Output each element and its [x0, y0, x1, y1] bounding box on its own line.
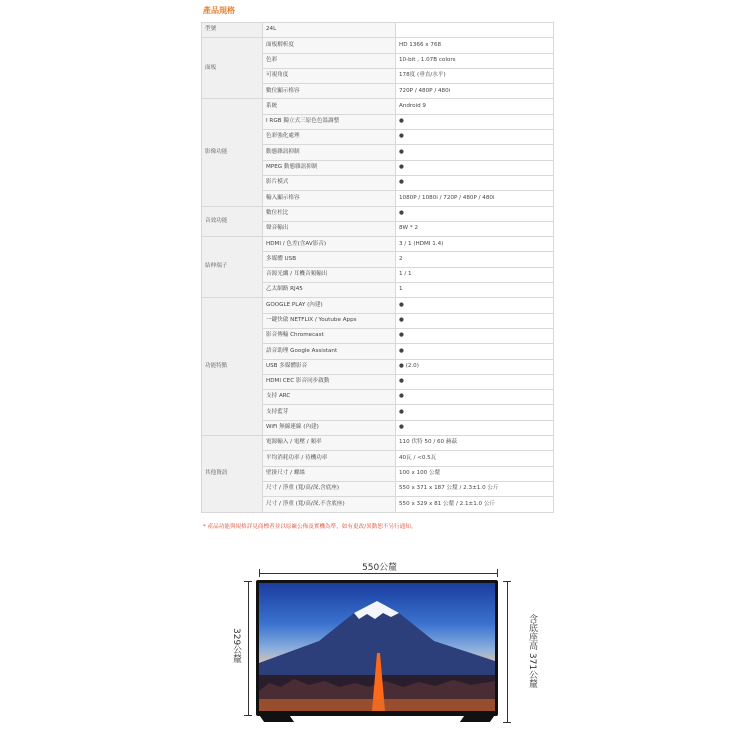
- footnote: * 產品功能與規格詳見商標者並以原廠公佈及實機為準，如有更改/異動恕不另行通知。: [203, 524, 417, 530]
- spec-label: 一鍵快啟 NETFLIX / Youtube Apps: [263, 313, 396, 328]
- spec-value: ●: [396, 313, 554, 328]
- spec-label: 面板解析度: [263, 38, 396, 53]
- spec-value: 100 x 100 公釐: [396, 466, 554, 481]
- spec-label: 音源光纖 / 耳機音頻輸出: [263, 267, 396, 282]
- height-dimension-line: [248, 581, 249, 715]
- spec-value: HD 1366 x 768: [396, 38, 554, 53]
- spec-label: 尺寸 / 淨重 (寬/高/深,含底座): [263, 481, 396, 496]
- width-dimension-line: [259, 573, 498, 574]
- width-dimension-cap-right: [497, 569, 498, 577]
- spec-label: 支持藍芽: [263, 405, 396, 420]
- spec-value: ●: [396, 160, 554, 175]
- height-dimension-label: 329公釐: [231, 628, 241, 664]
- spec-table: [201, 22, 554, 513]
- stand-height-dimension-line: [507, 581, 508, 722]
- spec-value: 8W * 2: [396, 221, 554, 236]
- stand-height-dimension-cap-top: [503, 581, 511, 582]
- spec-value: 1080P / 1080i / 720P / 480P / 480i: [396, 191, 554, 206]
- spec-label: 色彩: [263, 53, 396, 68]
- spec-label: 影片模式: [263, 175, 396, 190]
- spec-row: [202, 23, 554, 38]
- mountain-snowcap: [354, 601, 399, 619]
- spec-label: 色彩強化處理: [263, 130, 396, 145]
- spec-label: USB 多媒體影音: [263, 359, 396, 374]
- tv-stand-left: [260, 716, 294, 722]
- spec-label: 影音傳輸 Chromecast: [263, 328, 396, 343]
- spec-label: 語音助理 Google Assistant: [263, 344, 396, 359]
- spec-value: ●: [396, 130, 554, 145]
- width-dimension-cap-left: [259, 569, 260, 577]
- spec-value: 178度 (垂直/水平): [396, 68, 554, 83]
- spec-label: WiFi 無線連線 (內建): [263, 420, 396, 435]
- width-dimension-label: 550公釐: [362, 563, 398, 573]
- spec-label: GOOGLE PLAY (內建): [263, 298, 396, 313]
- spec-category: 音效功能: [202, 206, 263, 237]
- stand-height-dimension-cap-bottom: [503, 722, 511, 723]
- spec-value: ●: [396, 298, 554, 313]
- spec-label: 24L: [263, 23, 396, 38]
- city-lights: [259, 699, 495, 711]
- spec-value: ●: [396, 114, 554, 129]
- spec-label: 平均消耗功率 / 待機功率: [263, 451, 396, 466]
- spec-label: 支持 ARC: [263, 390, 396, 405]
- height-dimension-cap-bottom: [244, 715, 252, 716]
- spec-value: ●: [396, 405, 554, 420]
- mount-fuji-cityscape-image: [259, 583, 495, 711]
- spec-category: 影像功能: [202, 99, 263, 206]
- spec-label: 系統: [263, 99, 396, 114]
- spec-category: 面板: [202, 38, 263, 99]
- spec-label: 可視角度: [263, 68, 396, 83]
- height-dimension-cap-top: [244, 581, 252, 582]
- spec-value: 40瓦 / <0.5瓦: [396, 451, 554, 466]
- spec-value: 10-bit , 1.07B colors: [396, 53, 554, 68]
- spec-category: 結伸端子: [202, 237, 263, 298]
- spec-label: 電源輸入 / 電壓 / 頻率: [263, 436, 396, 451]
- spec-row: [202, 436, 554, 451]
- section-title: 產品規格: [203, 6, 235, 15]
- spec-label: 數位杜比: [263, 206, 396, 221]
- stand-height-dimension-label: 含底座高 371公釐: [527, 614, 537, 689]
- spec-value: ●: [396, 344, 554, 359]
- spec-value: 550 x 371 x 187 公釐 / 2.3±1.0 公斤: [396, 481, 554, 496]
- spec-value: ● (2.0): [396, 359, 554, 374]
- spec-value: ●: [396, 328, 554, 343]
- spec-label: I RGB 獨立式三原色色溫調整: [263, 114, 396, 129]
- spec-value: ●: [396, 374, 554, 389]
- spec-label: 壁掛尺寸 / 螺絲: [263, 466, 396, 481]
- spec-row: [202, 298, 554, 313]
- spec-row: [202, 206, 554, 221]
- spec-value: Android 9: [396, 99, 554, 114]
- spec-value: 3 / 1 (HDMI 1.4): [396, 237, 554, 252]
- spec-value: 1: [396, 283, 554, 298]
- spec-value: ●: [396, 420, 554, 435]
- spec-label: 數位顯示格容: [263, 84, 396, 99]
- spec-value: [396, 23, 554, 38]
- tv-illustration: [256, 580, 498, 716]
- spec-value: 2: [396, 252, 554, 267]
- spec-value: 550 x 329 x 81 公釐 / 2.1±1.0 公斤: [396, 497, 554, 512]
- spec-value: ●: [396, 206, 554, 221]
- spec-label: 聲音輸出: [263, 221, 396, 236]
- spec-label: MPEG 動態雜訊抑制: [263, 160, 396, 175]
- spec-row: [202, 38, 554, 53]
- spec-row: [202, 99, 554, 114]
- spec-value: 1 / 1: [396, 267, 554, 282]
- spec-label: 乙太網路 RJ45: [263, 283, 396, 298]
- spec-value: ●: [396, 390, 554, 405]
- spec-value: ●: [396, 145, 554, 160]
- spec-value: 720P / 480P / 480i: [396, 84, 554, 99]
- spec-label: HDMI CEC 影音同步啟動: [263, 374, 396, 389]
- spec-label: 多媒體 USB: [263, 252, 396, 267]
- spec-category: 功能特點: [202, 298, 263, 436]
- spec-label: 尺寸 / 淨重 (寬/高/深,不含底座): [263, 497, 396, 512]
- spec-category: 型號: [202, 23, 263, 38]
- spec-label: 動態雜訊抑制: [263, 145, 396, 160]
- tv-stand-right: [460, 716, 494, 722]
- spec-label: HDMI / 色差(含AV影音): [263, 237, 396, 252]
- spec-category: 其他資訊: [202, 436, 263, 512]
- spec-row: [202, 237, 554, 252]
- spec-value: 110 伏特 50 / 60 赫茲: [396, 436, 554, 451]
- spec-value: ●: [396, 175, 554, 190]
- spec-label: 輸入顯示格容: [263, 191, 396, 206]
- tv-screen-image: [259, 583, 495, 711]
